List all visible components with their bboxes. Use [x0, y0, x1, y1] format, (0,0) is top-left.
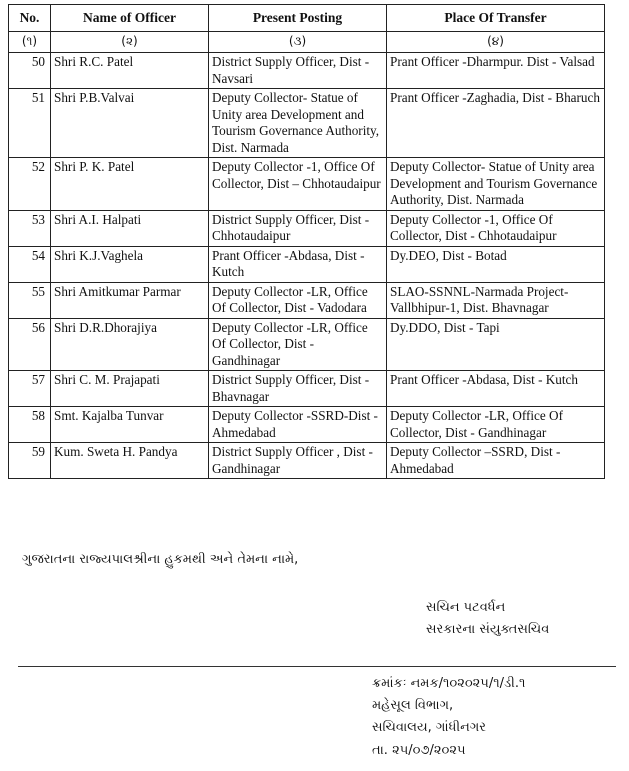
column-number: (૨) — [51, 32, 209, 53]
officer-name: Shri P.B.Valvai — [51, 89, 209, 158]
office-location: સચિવાલય, ગાંધીનગર — [372, 720, 486, 735]
present-posting: Deputy Collector- Statue of Unity area Development and Tourism Governance Authority, Dist. Narmada — [209, 89, 387, 158]
header-place-of-transfer: Place Of Transfer — [387, 5, 605, 32]
column-number-row — [9, 32, 605, 53]
officer-name: Shri R.C. Patel — [51, 53, 209, 89]
table-row — [9, 89, 605, 158]
header-name: Name of Officer — [51, 5, 209, 32]
present-posting: District Supply Officer, Dist - Navsari — [209, 53, 387, 89]
signatory-name: સચિન પટવર્ધન — [426, 600, 506, 615]
officer-name: Shri A.I. Halpati — [51, 210, 209, 246]
place-of-transfer: Deputy Collector –SSRD, Dist - Ahmedabad — [387, 443, 605, 479]
header-row — [9, 5, 605, 32]
row-number: 57 — [9, 371, 51, 407]
place-of-transfer: Deputy Collector -LR, Office Of Collector, Dist - Gandhinagar — [387, 407, 605, 443]
closing-statement: ગુજરાતના રાજ્યપાલશ્રીના હુકમથી અને તેમના નામે, — [22, 552, 299, 567]
place-of-transfer: Dy.DDO, Dist - Tapi — [387, 318, 605, 371]
table-row — [9, 371, 605, 407]
column-number: (૧) — [9, 32, 51, 53]
table-row — [9, 53, 605, 89]
present-posting: Prant Officer -Abdasa, Dist - Kutch — [209, 246, 387, 282]
present-posting: District Supply Officer, Dist - Bhavnagar — [209, 371, 387, 407]
order-date: તા. ૨૫/૦૭/૨૦૨૫ — [372, 743, 466, 758]
table-row — [9, 282, 605, 318]
place-of-transfer: Prant Officer -Zaghadia, Dist - Bharuch — [387, 89, 605, 158]
present-posting: District Supply Officer , Dist - Gandhinagar — [209, 443, 387, 479]
row-number: 50 — [9, 53, 51, 89]
order-number: ક્રમાંકઃ નમક/૧૦૨૦૨૫/૧/ડી.૧ — [372, 676, 526, 691]
transfer-table — [8, 4, 605, 479]
present-posting: Deputy Collector -1, Office Of Collector, Dist – Chhotaudaipur — [209, 158, 387, 211]
present-posting: Deputy Collector -SSRD-Dist -Ahmedabad — [209, 407, 387, 443]
present-posting: District Supply Officer, Dist - Chhotaudaipur — [209, 210, 387, 246]
place-of-transfer: Deputy Collector -1, Office Of Collector, Dist - Chhotaudaipur — [387, 210, 605, 246]
row-number: 54 — [9, 246, 51, 282]
officer-name: Kum. Sweta H. Pandya — [51, 443, 209, 479]
row-number: 59 — [9, 443, 51, 479]
present-posting: Deputy Collector -LR, Office Of Collector, Dist - Gandhinagar — [209, 318, 387, 371]
column-number: (૪) — [387, 32, 605, 53]
table-row — [9, 443, 605, 479]
officer-name: Shri D.R.Dhorajiya — [51, 318, 209, 371]
officer-name: Smt. Kajalba Tunvar — [51, 407, 209, 443]
place-of-transfer: Deputy Collector- Statue of Unity area Development and Tourism Governance Authority, Dist. Narmada — [387, 158, 605, 211]
row-number: 55 — [9, 282, 51, 318]
officer-name: Shri K.J.Vaghela — [51, 246, 209, 282]
place-of-transfer: Dy.DEO, Dist - Botad — [387, 246, 605, 282]
row-number: 53 — [9, 210, 51, 246]
row-number: 51 — [9, 89, 51, 158]
officer-name: Shri P. K. Patel — [51, 158, 209, 211]
row-number: 58 — [9, 407, 51, 443]
divider-line — [18, 666, 616, 667]
officer-name: Shri Amitkumar Parmar — [51, 282, 209, 318]
department-name: મહેસૂલ વિભાગ, — [372, 698, 454, 713]
header-present-posting: Present Posting — [209, 5, 387, 32]
table-row — [9, 246, 605, 282]
table-row — [9, 318, 605, 371]
column-number: (૩) — [209, 32, 387, 53]
header-no: No. — [9, 5, 51, 32]
table-row — [9, 158, 605, 211]
table-row — [9, 407, 605, 443]
place-of-transfer: Prant Officer -Dharmpur. Dist - Valsad — [387, 53, 605, 89]
table-row — [9, 210, 605, 246]
signatory-designation: સરકારના સંયુક્તસચિવ — [426, 622, 550, 637]
place-of-transfer: Prant Officer -Abdasa, Dist - Kutch — [387, 371, 605, 407]
present-posting: Deputy Collector -LR, Office Of Collector, Dist - Vadodara — [209, 282, 387, 318]
place-of-transfer: SLAO-SSNNL-Narmada Project-Vallbhipur-1, Dist. Bhavnagar — [387, 282, 605, 318]
row-number: 56 — [9, 318, 51, 371]
officer-name: Shri C. M. Prajapati — [51, 371, 209, 407]
row-number: 52 — [9, 158, 51, 211]
